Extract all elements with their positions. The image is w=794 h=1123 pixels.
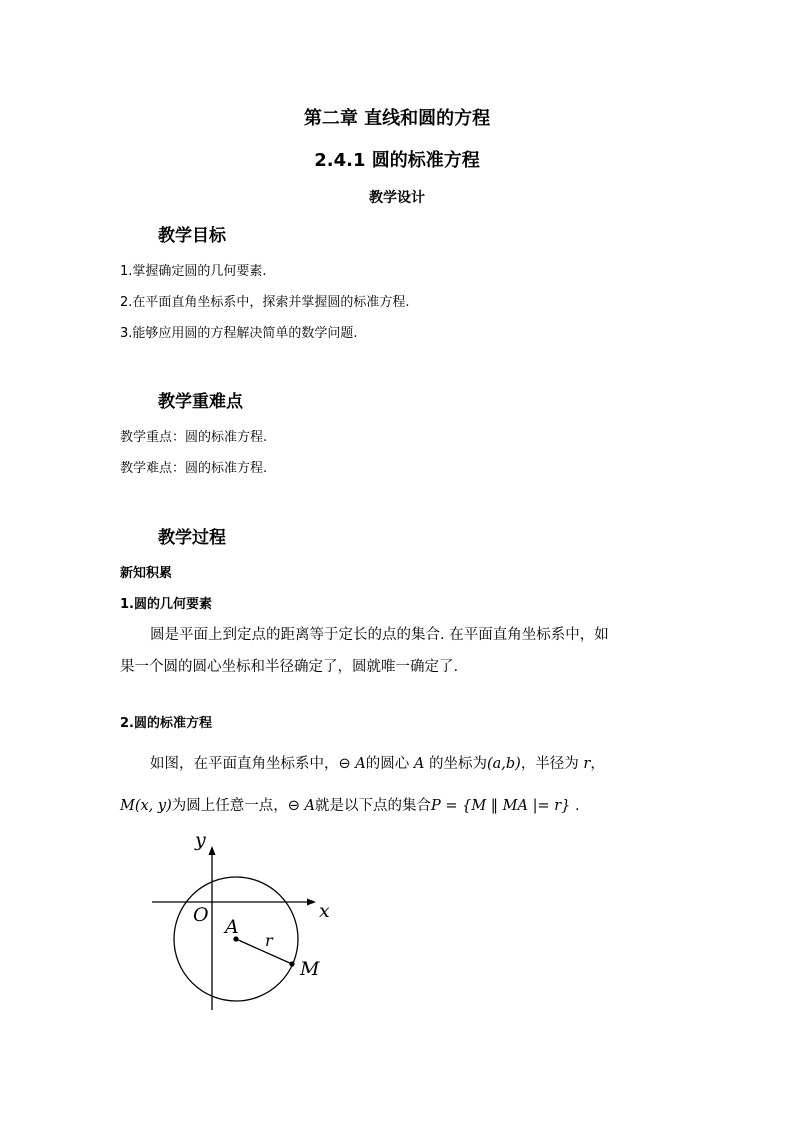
point-m [289,961,294,966]
objective-item-1: 1.掌握确定圆的几何要素. [120,264,267,279]
circle-symbol: ⊖ [287,798,300,814]
x-axis-arrow-icon [307,899,316,906]
part2-paragraph-line2: M(x, y)为圆上任意一点，⊖ A就是以下点的集合P = {M ‖ MA |= r} . [120,798,580,814]
part1-paragraph-line2: 果一个圆的圆心坐标和半径确定了，圆就唯一确定了. [120,659,459,675]
y-axis-label: y [195,829,206,851]
key-point-difficulty: 教学难点：圆的标准方程. [120,461,268,476]
x-axis-label: x [319,900,330,922]
part2-title: 2.圆的标准方程 [120,716,212,731]
circle-symbol: ⊖ [338,756,351,772]
radius-segment [236,939,292,964]
section-title: 2.4.1 圆的标准方程 [314,150,480,171]
radius-label-r: r [265,931,273,950]
part2-paragraph-line1: 如图，在平面直角坐标系中，⊖ A的圆心 A 的坐标为(a,b)，半径为 r， [150,756,605,772]
part1-paragraph-line1: 圆是平面上到定点的距离等于定长的点的集合. 在平面直角坐标系中，如 [150,627,609,643]
process-subheading: 新知积累 [120,566,173,581]
center-label-a: A [225,916,239,938]
key-points-heading: 教学重难点 [158,392,243,412]
key-point-focus: 教学重点：圆的标准方程. [120,430,268,445]
objective-item-3: 3.能够应用圆的方程解决简单的数学问题. [120,326,358,341]
process-heading: 教学过程 [158,528,226,548]
objective-item-2: 2.在平面直角坐标系中，探索并掌握圆的标准方程. [120,295,410,310]
point-label-m: M [300,958,320,980]
part1-title: 1.圆的几何要素 [120,597,212,612]
objectives-heading: 教学目标 [158,226,226,246]
document-subtitle: 教学设计 [369,190,425,206]
origin-label: O [193,904,209,926]
y-axis-arrow-icon [209,846,216,855]
chapter-title: 第二章 直线和圆的方程 [303,108,491,129]
